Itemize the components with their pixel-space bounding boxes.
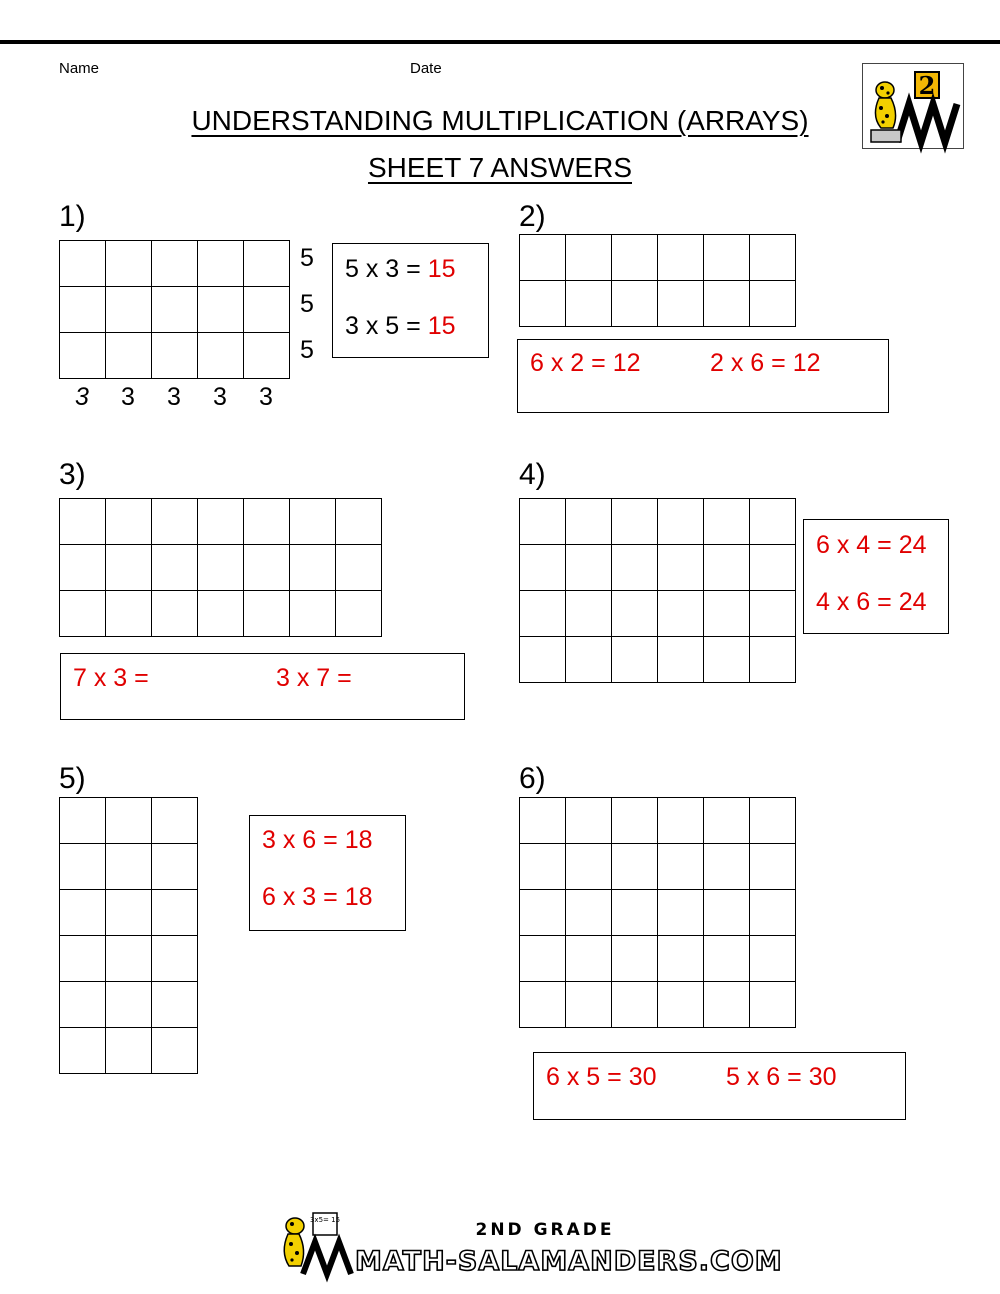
footer-logo — [275, 1208, 783, 1278]
equation-1: 6 x 2 = 12 — [530, 349, 641, 377]
equation-2: 3 x 7 = — [276, 664, 352, 692]
worksheet-title: UNDERSTANDING MULTIPLICATION (ARRAYS) — [191, 105, 809, 136]
date-label: Date — [410, 60, 442, 77]
column-label: 3 — [213, 383, 227, 411]
question-3-number: 3) — [59, 458, 86, 491]
column-label: 3 — [121, 383, 135, 411]
answer-value: 15 — [427, 312, 456, 340]
equation-1: 6 x 4 = 24 — [816, 531, 927, 559]
question-2-array — [519, 234, 796, 327]
column-label: 3 — [259, 383, 273, 411]
name-label: Name — [59, 60, 100, 77]
question-4-number: 4) — [519, 458, 546, 491]
question-5-number: 5) — [59, 762, 86, 795]
footer-tagline: 2ND GRADE — [475, 1220, 615, 1240]
question-5-answer-box — [249, 815, 406, 931]
top-rule — [0, 40, 1000, 44]
equation-2: 5 x 6 = 30 — [726, 1063, 837, 1091]
equation-1: 6 x 5 = 30 — [546, 1063, 657, 1091]
question-2-number: 2) — [519, 200, 546, 233]
question-5-array — [59, 797, 198, 1074]
question-4-answer-box — [803, 519, 949, 634]
equation-1: 3 x 6 = 18 — [262, 826, 373, 854]
footer-site: MATH-SALAMANDERS.COM — [355, 1246, 783, 1277]
equation-2: 2 x 6 = 12 — [710, 349, 821, 377]
question-6-array — [519, 797, 796, 1028]
equation-1: 5 x 3 = 15 — [345, 255, 456, 283]
row-label: 5 — [300, 244, 314, 272]
column-label: 3 — [167, 383, 181, 411]
question-1-array — [59, 240, 290, 379]
question-4-array — [519, 498, 796, 683]
board-text: 3x5= 15 — [309, 1216, 341, 1224]
question-3-answer-box — [60, 653, 465, 720]
math-salamanders-logo-icon — [275, 1208, 783, 1278]
row-label: 5 — [300, 290, 314, 318]
grade-logo — [862, 63, 964, 149]
question-1-answer-box — [332, 243, 489, 358]
question-1-number: 1) — [59, 200, 86, 233]
salamander-logo-icon — [863, 64, 963, 148]
question-6-answer-box — [533, 1052, 906, 1120]
question-6-number: 6) — [519, 762, 546, 795]
worksheet-subtitle: SHEET 7 ANSWERS — [367, 152, 632, 183]
question-2-answer-box — [517, 339, 889, 413]
equation-2: 6 x 3 = 18 — [262, 883, 373, 911]
equation-2: 3 x 5 = 15 — [345, 312, 456, 340]
answer-value: 15 — [427, 255, 456, 283]
row-label: 5 — [300, 336, 314, 364]
column-label: 3 — [75, 383, 89, 411]
question-3-array — [59, 498, 382, 637]
equation-1: 7 x 3 = — [73, 664, 149, 692]
equation-2: 4 x 6 = 24 — [816, 588, 927, 616]
grade-number: 2 — [918, 71, 936, 100]
